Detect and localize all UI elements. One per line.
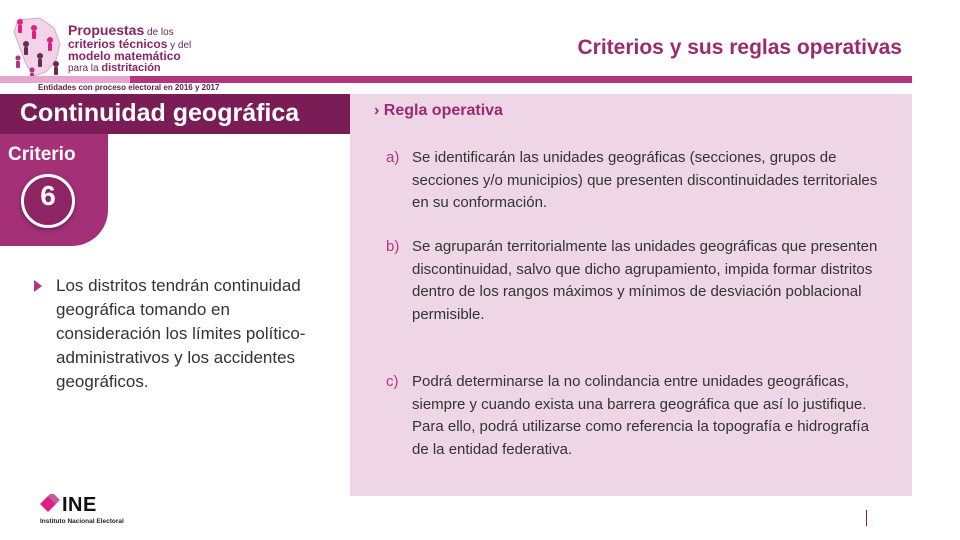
ine-logo-subtitle: Instituto Nacional Electoral <box>40 518 124 525</box>
rule-item-letter: c) <box>386 373 399 390</box>
topic-title: Continuidad geográfica <box>20 99 300 127</box>
logo-subtitle: Entidades con proceso electoral en 2016 y 2017 <box>38 83 220 92</box>
logo-modelo-matematico: modelo matemático <box>68 49 181 63</box>
rule-heading: › Regla operativa <box>374 102 503 119</box>
logo-para-la: para la <box>68 63 102 74</box>
footer-divider <box>866 510 867 526</box>
ine-logo-text: INE <box>62 494 97 516</box>
logo-distritacion: distritación <box>101 62 161 74</box>
criterio-number: 6 <box>40 180 56 211</box>
logo-criterios-tecnicos: criterios técnicos <box>68 37 168 51</box>
page-title: Criterios y sus reglas operativas <box>577 36 902 59</box>
criterio-label: Criterio <box>8 144 76 165</box>
rule-item-text: Se agruparán territorialmente las unidades geográficas que presenten discontinuidad, salvo que dicho agrupamiento, impida formar distritos dentro de los rangos máximos y mínimos de desviación poblacional permisible. <box>412 238 878 323</box>
header-divider-bar <box>0 76 912 83</box>
logo-y-del: y del <box>167 40 192 51</box>
triangle-bullet-icon <box>34 280 42 292</box>
distritacion-logo-icon <box>10 14 68 80</box>
rule-item-letter: b) <box>386 238 400 255</box>
logo-propuestas: Propuestas <box>68 22 145 38</box>
rule-item-letter: a) <box>386 149 400 166</box>
header-divider-accent <box>0 76 130 83</box>
logo-line-4 <box>68 62 161 75</box>
rule-item-text: Podrá determinarse la no colindancia entre unidades geográficas, siempre y cuando exista una barrera geográfica que así lo justifique. Para ello, podrá utilizarse como referencia la topografía e hidrografía de la entidad federativa. <box>412 373 869 458</box>
logo-de-los: de los <box>144 27 174 38</box>
rule-item-text: Se identificarán las unidades geográficas (secciones, grupos de secciones y/o municipios) que presenten discontinuidades territoriales en su conformación. <box>412 149 878 211</box>
criterio-description: Los distritos tendrán continuidad geográfica tomando en consideración los límites político-administrativos y los accidentes geográficos. <box>56 276 306 391</box>
